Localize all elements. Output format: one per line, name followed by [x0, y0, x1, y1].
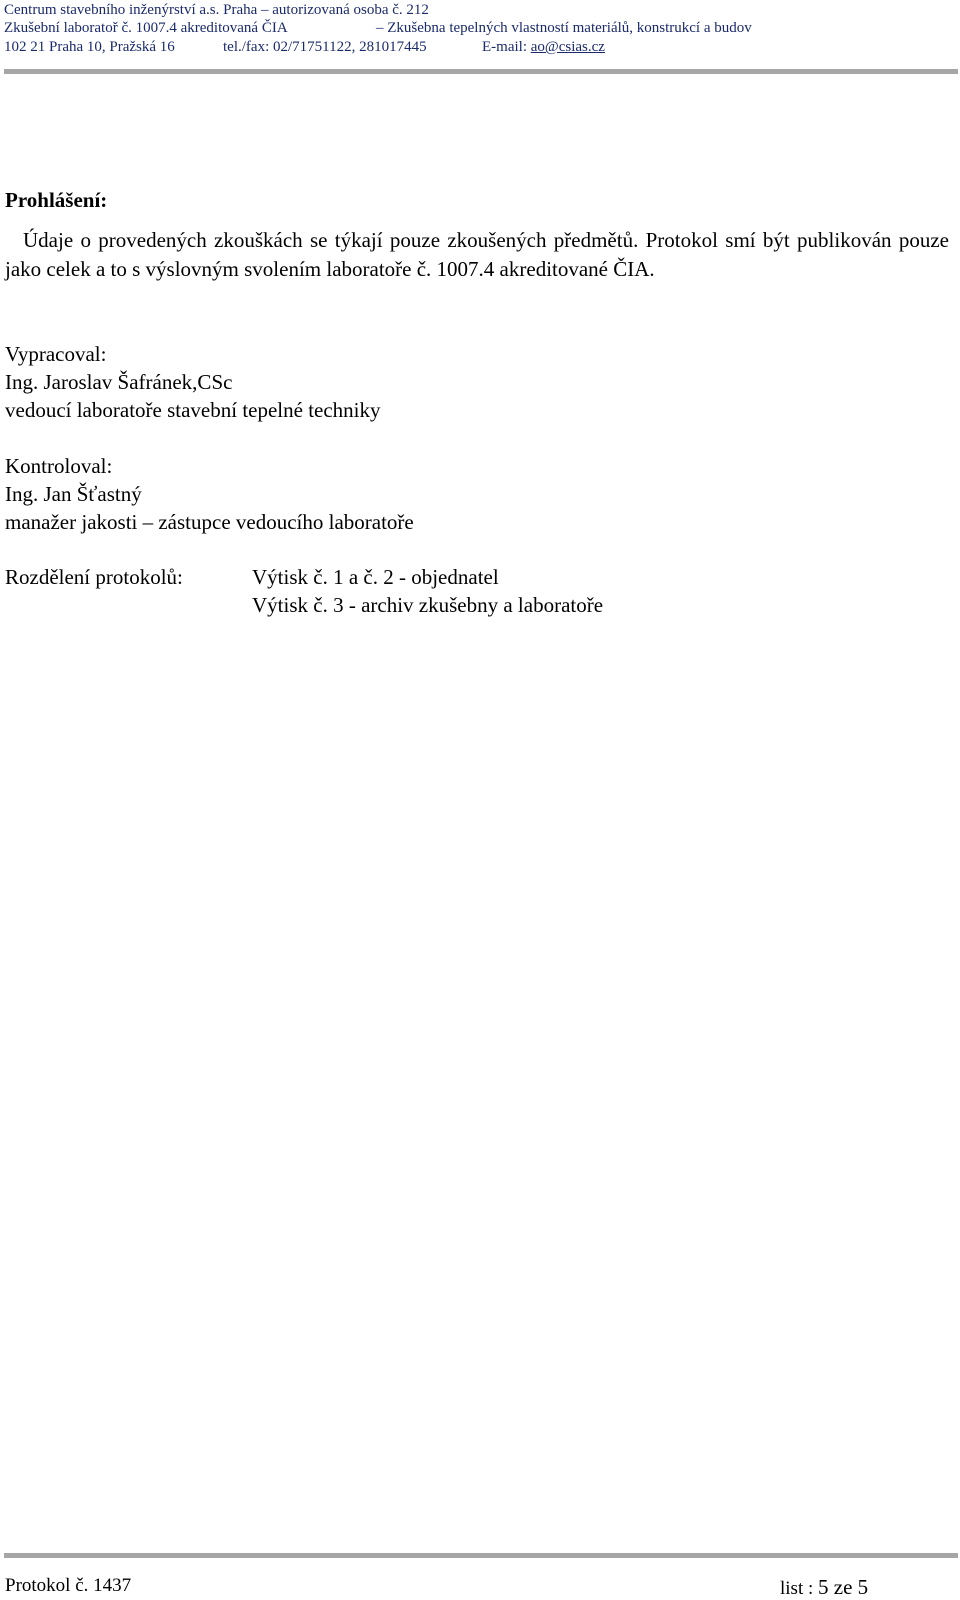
page-total: 5 — [857, 1575, 869, 1599]
prepared-name: Ing. Jaroslav Šafránek,CSc — [5, 370, 233, 394]
email-label: E-mail: — [482, 39, 531, 55]
header-laboratory — [4, 19, 752, 37]
checked-role: manažer jakosti – zástupce vedoucího laboratoře — [5, 510, 414, 534]
header-address: 102 21 Praha 10, Pražská 16 — [4, 39, 175, 55]
header-lab-accreditation: Zkušební laboratoř č. 1007.4 akreditovaná ČIA — [4, 20, 288, 36]
footer-page-indicator — [780, 1575, 868, 1600]
header-contact — [4, 38, 605, 56]
distribution-list — [252, 563, 603, 619]
page-current: 5 — [818, 1575, 829, 1599]
declaration-title: Prohlášení: — [5, 188, 108, 212]
footer-divider — [4, 1553, 958, 1558]
page-prefix: list : — [780, 1578, 819, 1599]
distribution-item: Výtisk č. 3 - archiv zkušebny a laboratoře — [252, 593, 604, 617]
distribution-label: Rozdělení protokolů: — [5, 565, 183, 589]
email-link[interactable]: ao@csias.cz — [530, 39, 605, 55]
checked-name: Ing. Jan Šťastný — [5, 482, 142, 506]
distribution-item: Výtisk č. 1 a č. 2 - objednatel — [252, 565, 499, 589]
header-email — [482, 38, 605, 56]
footer-protocol-number: Protokol č. 1437 — [5, 1575, 132, 1596]
checked-label: Kontroloval: — [5, 454, 113, 478]
declaration-text — [5, 226, 949, 284]
prepared-role: vedoucí laboratoře stavební tepelné techniky — [5, 398, 381, 422]
page-separator: ze — [828, 1575, 858, 1599]
prepared-label: Vypracoval: — [5, 342, 107, 366]
checked-by-block — [5, 452, 414, 536]
header-telfax: tel./fax: 02/71751122, 281017445 — [223, 39, 427, 55]
prepared-by-block — [5, 340, 381, 424]
declaration-body: Údaje o provedených zkouškách se týkají pouze zkoušených předmětů. Protokol smí být publikován pouze jako celek a to s výslovným svolením laboratoře č. 1007.4 akreditované ČIA. — [5, 228, 949, 281]
header-lab-department: – Zkušebna tepelných vlastností materiálů, konstrukcí a budov — [376, 20, 752, 36]
header-divider — [4, 69, 958, 74]
header-organization: Centrum stavebního inženýrství a.s. Praha – autorizovaná osoba č. 212 — [4, 2, 429, 18]
